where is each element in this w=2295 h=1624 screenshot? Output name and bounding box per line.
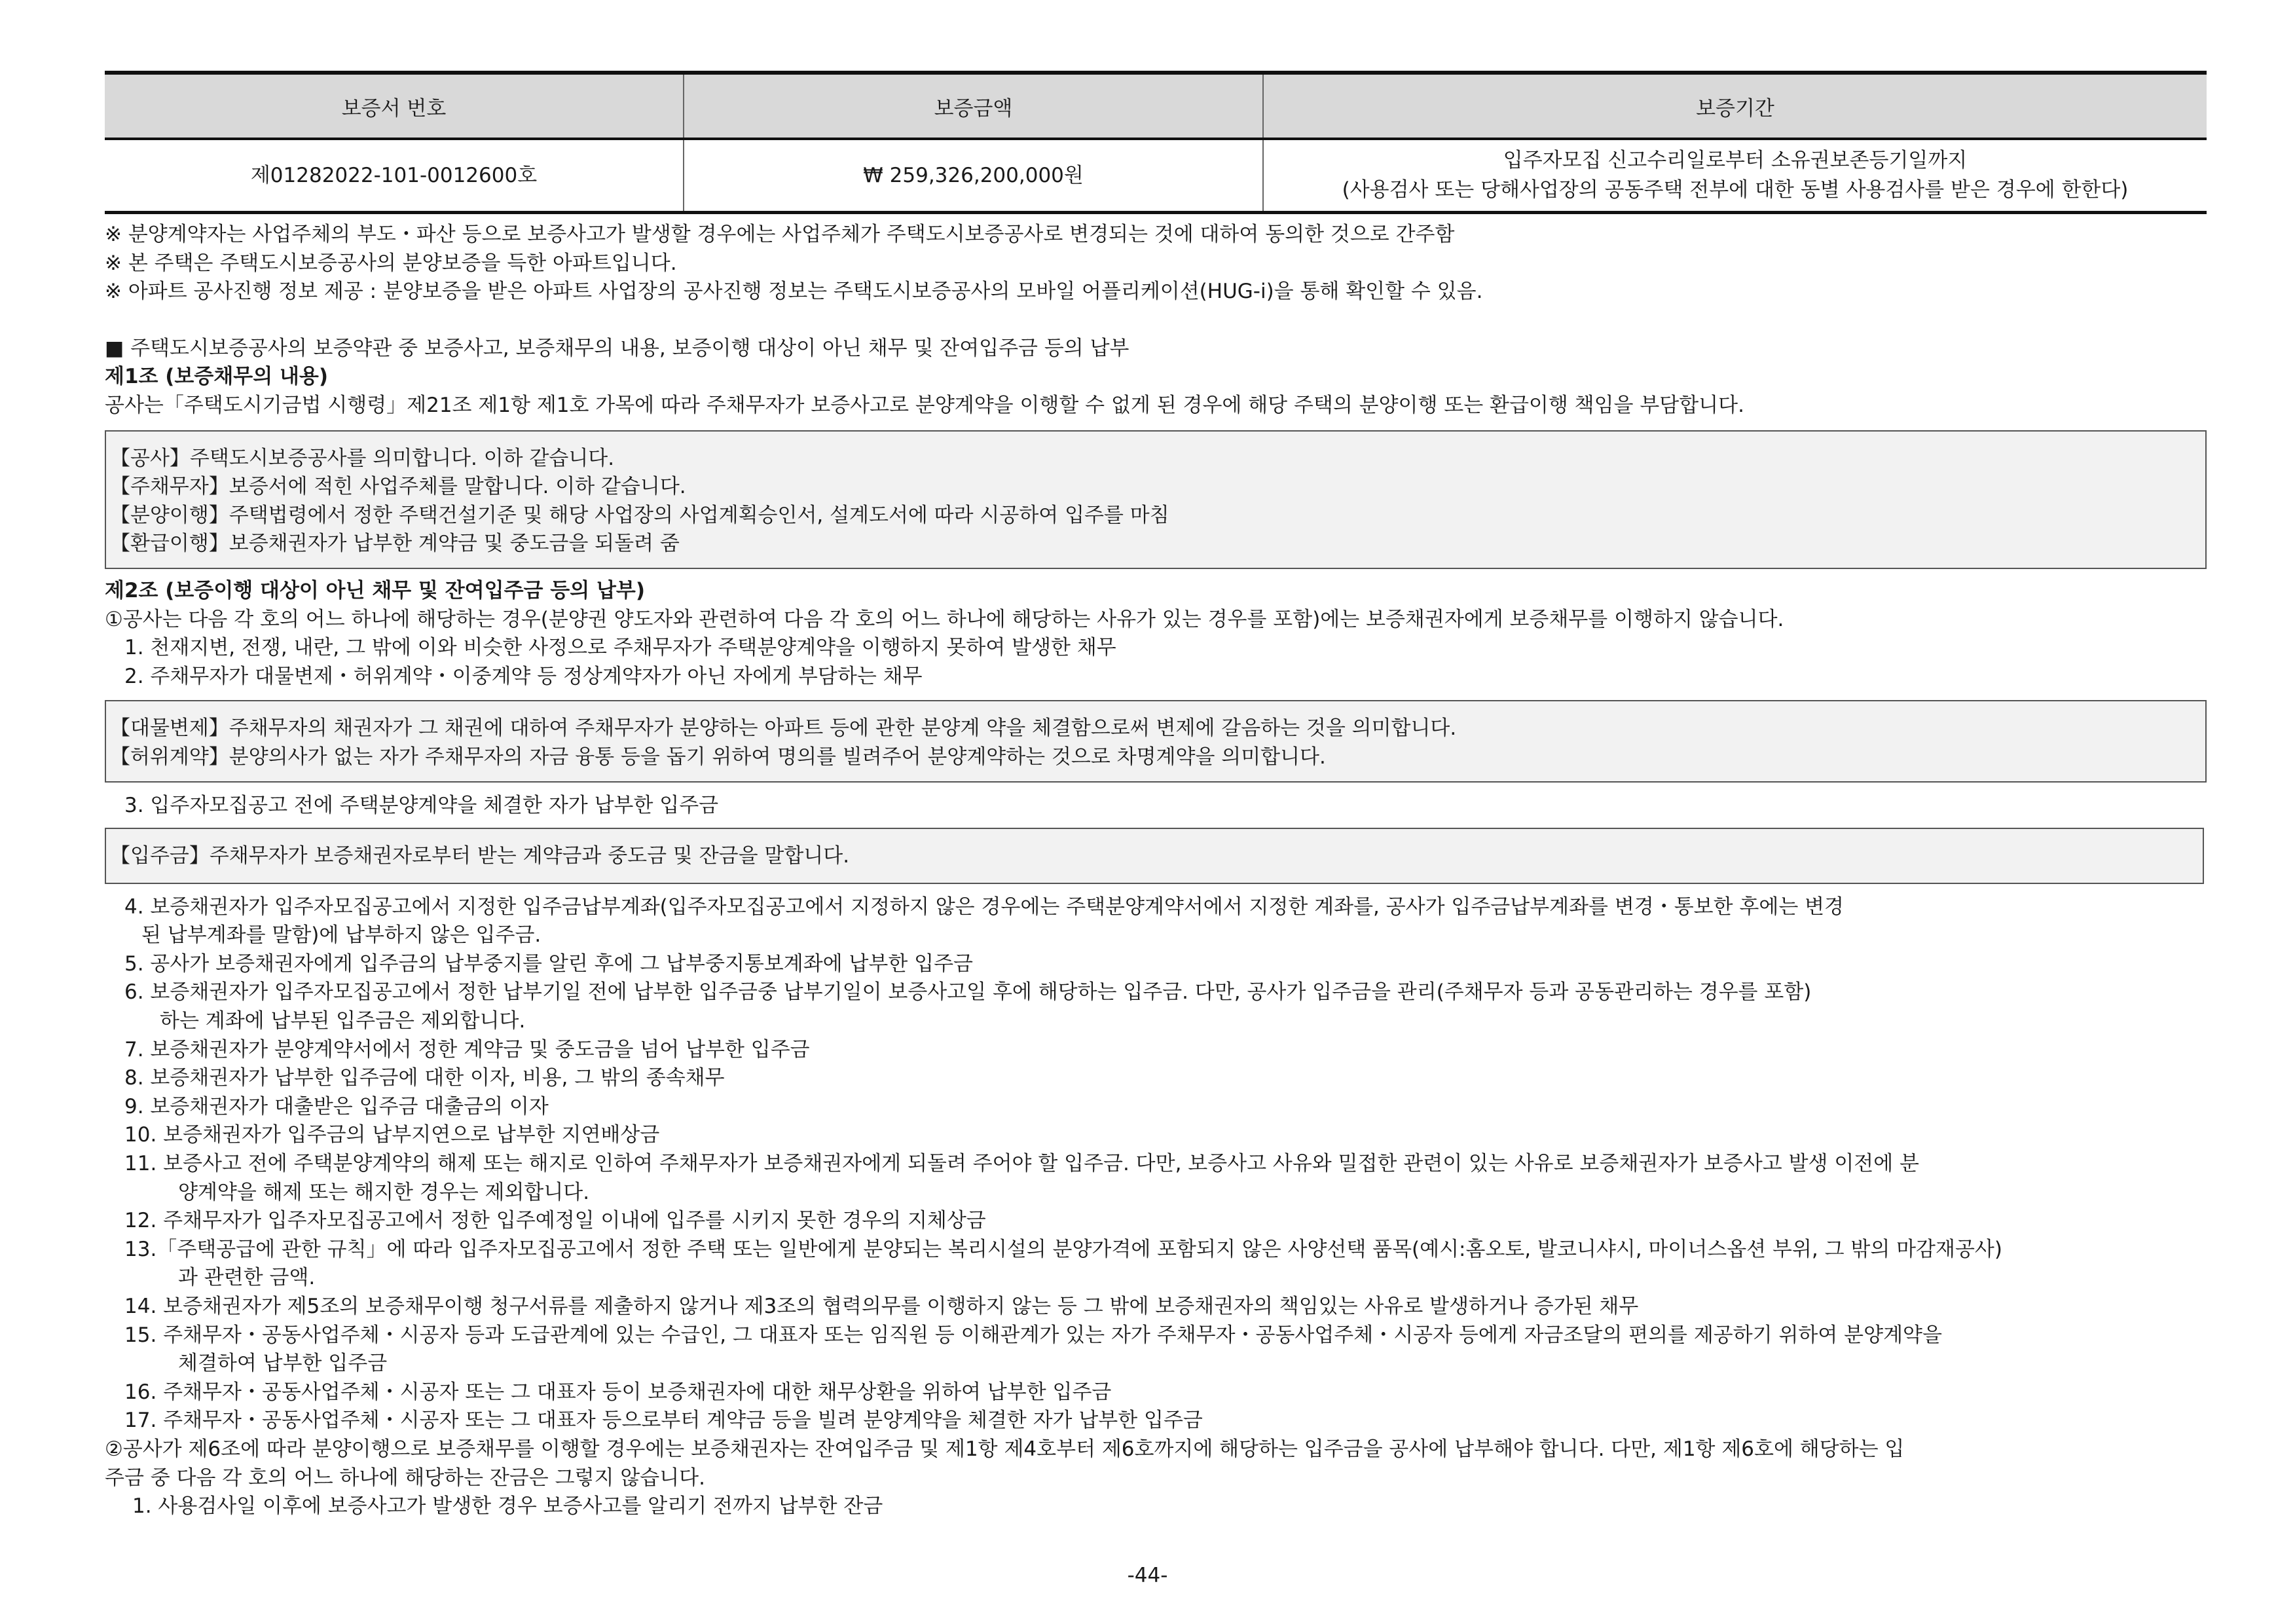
article-2-paragraph-1: ①공사는 다음 각 호의 어느 하나에 해당하는 경우(분양권 양도자와 관련하여 다음 각 호의 어느 하나에 해당하는 사유가 있는 경우를 포함)에는 보증채권자에게 보증채무를 이행하지 않습니다. — [105, 607, 1784, 631]
article-section — [105, 335, 2207, 1521]
list-item: 12. 주채무자가 입주자모집공고에서 정한 입주예정일 이내에 입주를 시키지 못한 경우의 지체상금 — [124, 1209, 986, 1233]
guarantee-table — [105, 71, 2207, 214]
list-item: 10. 보증채권자가 입주금의 납부지연으로 납부한 지연배상금 — [124, 1123, 660, 1147]
guarantee-period-line2: (사용검사 또는 당해사업장의 공동주택 전부에 대한 동별 사용검사를 받은 경우에 한한다) — [1342, 178, 2129, 202]
notes — [105, 221, 2207, 306]
list-item: 8. 보증채권자가 납부한 입주금에 대한 이자, 비용, 그 밖의 종속채무 — [124, 1066, 725, 1090]
guarantee-period-line1: 입주자모집 신고수리일로부터 소유권보존등기일까지 — [1503, 149, 1968, 173]
list-item: 16. 주채무자・공동사업주체・시공자 또는 그 대표자 등이 보증채권자에 대한 채무상환을 위하여 납부한 입주금 — [124, 1380, 1112, 1404]
list-item-continuation: 된 납부계좌를 말함)에 납부하지 않은 입주금. — [141, 923, 542, 948]
note: ※ 본 주택은 주택도시보증공사의 분양보증을 득한 아파트입니다. — [105, 251, 677, 275]
article-2-paragraph-2-continuation: 주금 중 다음 각 호의 어느 하나에 해당하는 잔금은 그렇지 않습니다. — [105, 1466, 705, 1490]
list-item: 15. 주채무자・공동사업주체・시공자 등과 도급관계에 있는 수급인, 그 대표자 또는 임직원 등 이해관계가 있는 자가 주채무자・공동사업주체・시공자 등에게 자금조달의 편의를 제공하기 위하여 분양계약을 — [124, 1323, 1942, 1347]
list-item: 7. 보증채권자가 분양계약서에서 정한 계약금 및 중도금을 넘어 납부한 입주금 — [124, 1037, 810, 1061]
list-item-continuation: 양계약을 해제 또는 해지한 경우는 제외합니다. — [178, 1180, 590, 1204]
guarantee-number: 제01282022-101-0012600호 — [105, 139, 684, 213]
table-row — [105, 139, 2207, 213]
list-item: 1. 천재지변, 전쟁, 내란, 그 밖에 이와 비슷한 사정으로 주채무자가 주택분양계약을 이행하지 못하여 발생한 채무 — [124, 636, 1116, 660]
definition-box — [105, 700, 2207, 782]
definition-box — [105, 828, 2204, 884]
list-item: 14. 보증채권자가 제5조의 보증채무이행 청구서류를 제출하지 않거나 제3조의 협력의무를 이행하지 않는 등 그 밖에 보증채권자의 책임있는 사유로 발생하거나 증가된 채무 — [124, 1295, 1639, 1318]
list-item: 1. 사용검사일 이후에 보증사고가 발생한 경우 보증사고를 알리기 전까지 납부한 잔금 — [132, 1494, 883, 1519]
list-item: 11. 보증사고 전에 주택분양계약의 해제 또는 해지로 인하여 주채무자가 보증채권자에게 되돌려 주어야 할 입주금. 다만, 보증사고 사유와 밀접한 관련이 있는 사유로 보증채권자가 보증사고 발생 이전에 분 — [124, 1152, 1919, 1176]
list-item: 5. 공사가 보증채권자에게 입주금의 납부중지를 알린 후에 그 납부중지통보계좌에 납부한 입주금 — [124, 951, 974, 976]
guarantee-period — [1263, 139, 2207, 213]
article-1-body: 공사는「주택도시기금법 시행령」제21조 제1항 제1호 가목에 따라 주채무자가 보증사고로 분양계약을 이행할 수 없게 된 경우에 해당 주택의 분양이행 또는 환급이행 책임을 부담합니다. — [105, 393, 1744, 417]
definition-item: 【분양이행】주택법령에서 정한 주택건설기준 및 해당 사업장의 사업계획승인서, 설계도서에 따라 시공하여 입주를 마침 — [110, 503, 1169, 527]
page-number: -44- — [1127, 1564, 1168, 1587]
list-item-continuation: 하는 계좌에 납부된 입주금은 제외합니다. — [160, 1009, 526, 1033]
guarantee-amount: ₩ 259,326,200,000원 — [684, 139, 1263, 213]
document-page — [105, 71, 2207, 1521]
definition-item: 【입주금】주채무자가 보증채권자로부터 받는 계약금과 중도금 및 잔금을 말합니다. — [110, 844, 850, 868]
definition-item: 【허위계약】분양의사가 없는 자가 주채무자의 자금 융통 등을 돕기 위하여 명의를 빌려주어 분양계약하는 것으로 차명계약을 의미합니다. — [110, 745, 1326, 769]
list-item: 4. 보증채권자가 입주자모집공고에서 지정한 입주금납부계좌(입주자모집공고에서 지정하지 않은 경우에는 주택분양계약서에서 지정한 계좌를, 공사가 입주금납부계좌를 변경・통보한 후에는 변경 — [124, 895, 1845, 919]
list-item: 2. 주채무자가 대물변제・허위계약・이중계약 등 정상계약자가 아닌 자에게 부담하는 채무 — [124, 664, 923, 688]
list-item-continuation: 과 관련한 금액. — [178, 1266, 316, 1290]
list-item: 9. 보증채권자가 대출받은 입주금 대출금의 이자 — [124, 1094, 549, 1118]
article-1-title: 제1조 (보증채무의 내용) — [105, 365, 329, 389]
table-header-row — [105, 73, 2207, 139]
definition-item: 【주채무자】보증서에 적힌 사업주체를 말합니다. 이하 같습니다. — [110, 475, 686, 499]
definition-box — [105, 430, 2207, 569]
list-item-continuation: 체결하여 납부한 입주금 — [178, 1352, 388, 1376]
header-guarantee-amount: 보증금액 — [684, 73, 1263, 139]
article-2-paragraph-2: ②공사가 제6조에 따라 분양이행으로 보증채무를 이행할 경우에는 보증채권자는 잔여입주금 및 제1항 제4호부터 제6호까지에 해당하는 입주금을 공사에 납부해야 합니다. 다만, 제1항 제6호에 해당하는 입 — [105, 1437, 1905, 1461]
note: ※ 아파트 공사진행 정보 제공 : 분양보증을 받은 아파트 사업장의 공사진행 정보는 주택도시보증공사의 모바일 어플리케이션(HUG-i)을 통해 확인할 수 있음. — [105, 280, 1483, 304]
list-item: 3. 입주자모집공고 전에 주택분양계약을 체결한 자가 납부한 입주금 — [124, 793, 719, 817]
article-2-title: 제2조 (보증이행 대상이 아닌 채무 및 잔여입주금 등의 납부) — [105, 578, 646, 602]
definition-item: 【대물변제】주채무자의 채권자가 그 채권에 대하여 주채무자가 분양하는 아파트 등에 관한 분양계 약을 체결함으로써 변제에 갈음하는 것을 의미합니다. — [110, 716, 1457, 741]
note: ※ 분양계약자는 사업주체의 부도・파산 등으로 보증사고가 발생할 경우에는 사업주체가 주택도시보증공사로 변경되는 것에 대하여 동의한 것으로 간주함 — [105, 223, 1455, 246]
section-title: ■ 주택도시보증공사의 보증약관 중 보증사고, 보증채무의 내용, 보증이행 대상이 아닌 채무 및 잔여입주금 등의 납부 — [105, 336, 1129, 360]
header-guarantee-period: 보증기간 — [1263, 73, 2207, 139]
list-item: 6. 보증채권자가 입주자모집공고에서 정한 납부기일 전에 납부한 입주금중 납부기일이 보증사고일 후에 해당하는 입주금. 다만, 공사가 입주금을 관리(주채무자 등과 공동관리하는 경우를 포함) — [124, 980, 1812, 1005]
list-item: 13.「주택공급에 관한 규칙」에 따라 입주자모집공고에서 정한 주택 또는 일반에게 분양되는 복리시설의 분양가격에 포함되지 않은 사양선택 품목(예시:홈오토, 발코니샤시, 마이너스옵션 부위, 그 밖의 마감재공사) — [124, 1237, 2002, 1261]
list-item: 17. 주채무자・공동사업주체・시공자 또는 그 대표자 등으로부터 계약금 등을 빌려 분양계약을 체결한 자가 납부한 입주금 — [124, 1409, 1203, 1433]
header-guarantee-number: 보증서 번호 — [105, 73, 684, 139]
definition-item: 【공사】주택도시보증공사를 의미합니다. 이하 같습니다. — [110, 446, 615, 470]
definition-item: 【환급이행】보증채권자가 납부한 계약금 및 중도금을 되돌려 줌 — [110, 532, 680, 556]
